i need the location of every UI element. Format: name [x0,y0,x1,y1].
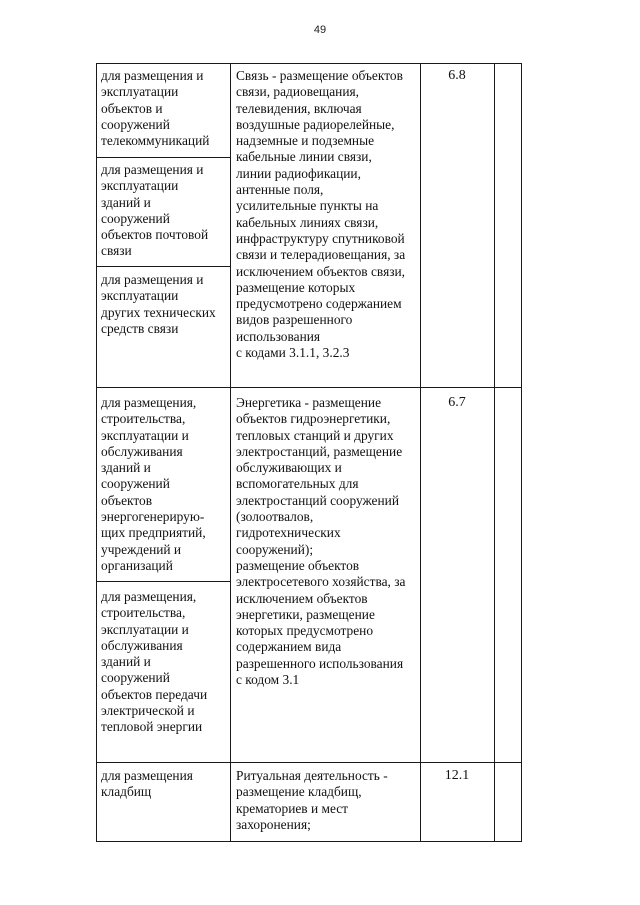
purpose-cell: для размещения и эксплуатации других технических средств связи [101,272,216,336]
purpose-divider [96,266,230,267]
purpose-divider [96,581,230,582]
column-divider [420,63,421,842]
purpose-cell: для размещения, строительства, эксплуатации и обслуживания зданий и сооружений объектов энергогенерирую- щих предприятий, учреждений и организаций [101,395,206,573]
description-cell: Связь - размещение объектов связи, радиовещания, телевидения, включая воздушные радиорелейные, надземные и подземные кабельные линии связи, линии радиофикации, антенные поля, усилительные пункты на кабельных линиях связи, инфраструктуру спутниковой связи и телерадиовещания, за исключением объектов связи, размещение которых предусмотрено содержанием видов разрешенного использования с кодами 3.1.1, 3.2.3 [236,68,406,361]
page-number: 49 [313,24,327,36]
table-border-left [96,63,97,842]
row-divider [96,762,522,763]
code-cell: 6.8 [448,68,466,83]
description-cell: Ритуальная деятельность - размещение кладбищ, крематориев и мест захоронения; [236,768,388,832]
column-divider [494,63,495,842]
code-cell: 6.7 [448,395,466,410]
purpose-divider [96,157,230,158]
purpose-cell: для размещения, строительства, эксплуатации и обслуживания зданий и сооружений объектов передачи электрической и тепловой энергии [101,589,208,735]
table-border-top [96,63,522,64]
column-divider [230,63,231,842]
purpose-cell: для размещения и эксплуатации зданий и сооружений объектов почтовой связи [101,162,209,259]
table-border-right [521,63,522,842]
row-divider [96,387,522,388]
code-cell: 12.1 [444,768,470,783]
purpose-cell: для размещения и эксплуатации объектов и сооружений телекоммуникаций [101,68,210,149]
table-border-bottom [96,841,522,842]
description-cell: Энергетика - размещение объектов гидроэнергетики, тепловых станций и других электростанций, размещение обслуживающих и вспомогательных для электростанций сооружений (золоотвалов, гидротехнических сооружений); размещение объектов электросетевого хозяйства, за исключением объектов энергетики, размещение которых предусмотрено содержанием вида разрешенного использования с кодом 3.1 [236,395,406,688]
purpose-cell: для размещения кладбищ [101,768,193,800]
